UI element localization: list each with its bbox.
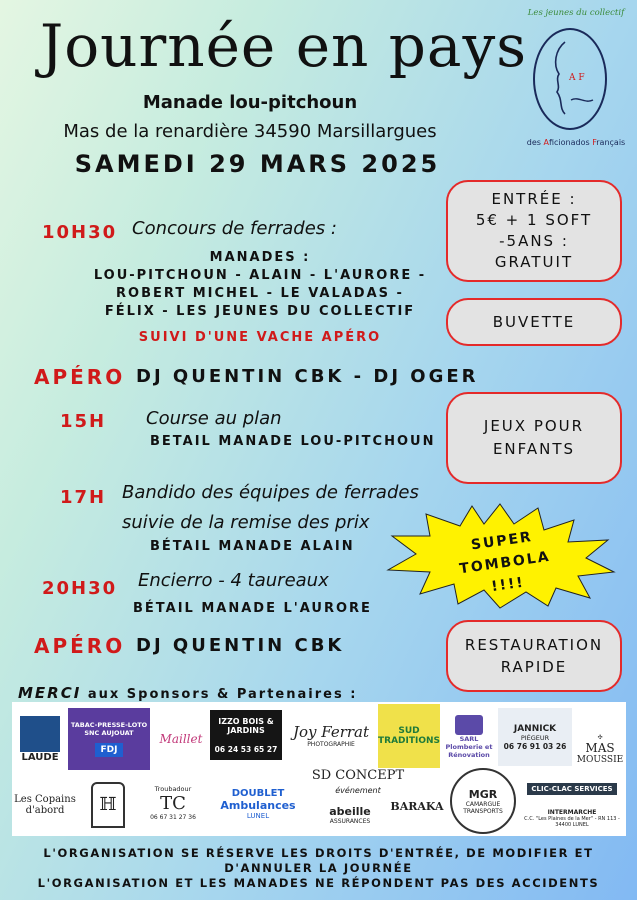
event-bandido-subtitle: suivie de la remise des prix (122, 512, 370, 533)
sponsor-joy (288, 710, 374, 760)
sponsors-panel (12, 702, 626, 836)
sponsor-jannick-sub: PIÉGEUR (520, 733, 550, 742)
entree-line: GRATUIT (494, 253, 574, 271)
event-course-title: Course au plan (146, 408, 282, 429)
sponsor-doublet-label: DOUBLET (231, 788, 285, 799)
sponsor-sd-sub-label: événement (335, 785, 381, 795)
apero-2-djs: DJ QUENTIN CBK (136, 635, 345, 656)
sponsor-tc-phone: 06 67 31 27 36 (150, 814, 196, 821)
vache-apero-note: SUIVI D'UNE VACHE APÉRO (138, 330, 382, 345)
event-encierro-title: Encierro - 4 taureaux (138, 570, 329, 591)
sponsor-hj (80, 774, 136, 836)
event-ferrades-title: Concours de ferrades : (132, 218, 337, 239)
sponsor-troubadour-label: Troubadour (154, 785, 192, 793)
sponsor-mgr (450, 768, 516, 834)
sponsor-izzo-label: IZZO BOIS & JARDINS (218, 716, 274, 735)
jeux-box (446, 392, 622, 484)
merci-rest: aux Sponsors & Partenaires : (81, 687, 358, 702)
tombola-line: TOMBOLA !!!! (458, 548, 552, 596)
event-bandido-title: Bandido des équipes de ferrades (122, 482, 419, 503)
sponsor-sud (378, 704, 440, 768)
sponsor-laude-label: LAUDE (21, 751, 59, 763)
footer-line-3: L'ORGANISATION ET LES MANADES NE RÉPONDENT PAS DES ACCIDENTS (37, 876, 600, 890)
jeux-line: JEUX POUR (483, 417, 585, 435)
hj-monogram-icon: ℍ (91, 782, 125, 828)
logo-bottom-text (518, 138, 634, 147)
logo-text-part: F (592, 138, 597, 147)
entree-line: -5ANS : (499, 232, 569, 250)
sponsor-mgr-sub2: TRANSPORTS (463, 807, 503, 815)
laude-logo-icon (20, 716, 60, 752)
sponsor-maillet (154, 708, 208, 770)
sponsor-joy-label: Joy Ferrat (292, 722, 370, 741)
sponsor-baraka (386, 780, 448, 832)
sponsor-joy-sub: PHOTOGRAPHIE (307, 740, 355, 748)
sponsor-jannick-label: JANNICK (513, 723, 557, 734)
sponsor-jannick-phone: 06 76 91 03 26 (503, 741, 567, 751)
sponsor-sarl-label: SARL Plomberie et Rénovation (445, 735, 493, 759)
sponsor-izzo (210, 710, 282, 760)
sponsor-mas-label: MAS (585, 740, 615, 755)
event-encierro-betail: BÉTAIL MANADE L'AURORE (133, 601, 372, 616)
apero-2-label: APÉRO (34, 634, 126, 658)
collectif-logo (533, 28, 607, 130)
fdj-badge: FDJ (95, 743, 124, 757)
buvette-box (446, 298, 622, 346)
buvette-label: BUVETTE (492, 313, 576, 331)
sponsor-tc-label: TC (160, 793, 186, 814)
manades-line-3: FÉLIX - LES JEUNES DU COLLECTIF (104, 304, 416, 319)
time-1030: 10H30 (42, 222, 118, 243)
sponsor-clic (520, 778, 624, 800)
plumber-icon (455, 715, 483, 735)
sponsor-abeille-label: abeille (329, 805, 371, 818)
restauration-box (446, 620, 622, 692)
sponsor-intermarche (520, 802, 624, 834)
restauration-line: RESTAURATION (464, 636, 604, 654)
sponsor-intermarche-label: INTERMARCHE (547, 808, 597, 816)
sponsor-mgr-sub: CAMARGUE (465, 800, 501, 808)
time-2030: 20H30 (42, 578, 118, 599)
event-course-betail: BETAIL MANADE LOU-PITCHOUN (150, 434, 436, 449)
merci-sponsors (18, 684, 357, 702)
entree-box (446, 180, 622, 282)
sponsor-abeille (318, 798, 382, 832)
manades-line-2: ROBERT MICHEL - LE VALADAS - (116, 286, 404, 301)
sponsor-intermarche-addr: C.C. "Les Plaines de la Mer" - RN 113 - 34400 LUNEL (524, 815, 620, 828)
sponsor-doublet (210, 782, 306, 826)
sponsor-maillet-label: Maillet (159, 732, 203, 746)
sponsor-sud-label: SUD TRADITIONS (378, 726, 440, 746)
apero-1-label: APÉRO (34, 365, 126, 389)
face-profile-icon (535, 30, 609, 132)
logo-text-part: rançais (596, 138, 626, 147)
sponsor-clic-label: CLIC-CLAC SERVICES (527, 783, 616, 795)
time-15h: 15H (60, 411, 107, 432)
footer-line-1: L'ORGANISATION SE RÉSERVE LES DROITS D'ENTRÉE, DE MODIFIER ET (43, 846, 594, 860)
sponsor-sarl (444, 710, 494, 764)
sponsor-jannick (498, 708, 572, 766)
sponsor-copains-label: Les Copains d'abord (14, 794, 76, 816)
entree-line: ENTRÉE : (491, 190, 577, 208)
sponsor-laude (16, 708, 64, 770)
entree-line: 5€ + 1 SOFT (475, 211, 593, 229)
manades-line-1: LOU-PITCHOUN - ALAIN - L'AURORE - (93, 268, 427, 283)
logo-monogram: A F (569, 73, 585, 83)
merci-bold: MERCI (18, 684, 82, 702)
sponsor-sd-label: SD CONCEPT (311, 767, 405, 783)
windmill-icon: ✣ (597, 733, 603, 741)
sponsor-copains (14, 776, 76, 834)
footer-line-2: D'ANNULER LA JOURNÉE (224, 861, 413, 875)
sponsor-ambulances-label: Ambulances (220, 799, 296, 812)
apero-1-djs: DJ QUENTIN CBK - DJ OGER (136, 366, 479, 387)
sponsor-izzo-phone: 06 24 53 65 27 (214, 744, 278, 754)
sponsor-tabac-label: TABAC-PRESSE-LOTO SNC AUJOUAT (70, 721, 148, 737)
sponsor-mgr-label: MGR (468, 787, 498, 801)
event-date: SAMEDI 29 MARS 2025 (74, 150, 441, 178)
event-bandido-betail: BÉTAIL MANADE ALAIN (150, 539, 355, 554)
tombola-line: SUPER (470, 528, 534, 554)
manade-name: Manade lou-pitchoun (142, 92, 358, 113)
logo-top-text: Les jeunes du collectif (527, 8, 625, 18)
logo-text-part: ficionados (549, 138, 593, 147)
address: Mas de la renardière 34590 Marsillargues (63, 121, 437, 142)
logo-text-part: des (526, 138, 544, 147)
manades-label: MANADES : (209, 250, 311, 265)
page-title: Journée en pays (40, 12, 528, 80)
jeux-line: ENFANTS (492, 440, 576, 458)
restauration-line: RAPIDE (500, 658, 568, 676)
sponsor-baraka-label: BARAKA (390, 799, 444, 813)
sponsor-lunel-label: LUNEL (246, 812, 270, 820)
sponsor-abeille-sub: ASSURANCES (329, 818, 371, 825)
logo-text-part: A (543, 138, 549, 147)
time-17h: 17H (60, 487, 107, 508)
sponsor-moussie-label: MOUSSIE (576, 754, 624, 765)
sponsor-troubadour (140, 772, 206, 834)
sponsor-tabac (68, 708, 150, 770)
